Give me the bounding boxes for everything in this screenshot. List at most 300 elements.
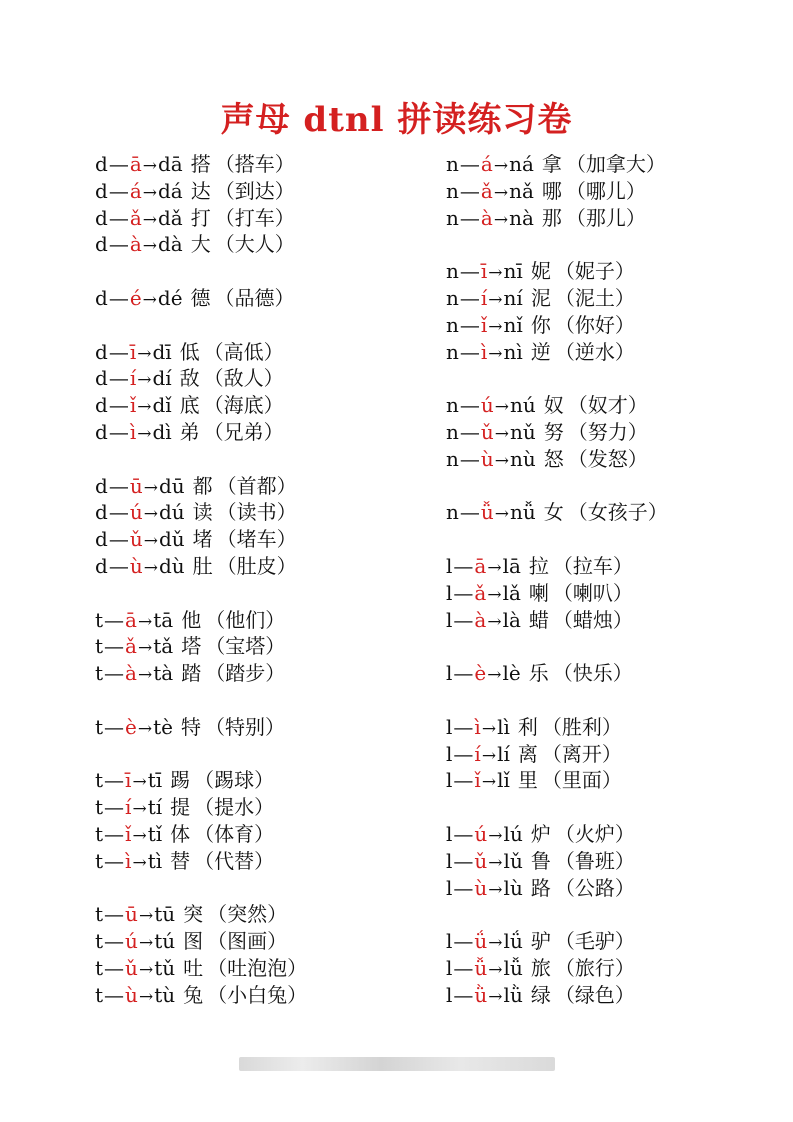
dash-separator: — [453, 768, 474, 793]
syllable-row [95, 982, 307, 1009]
initial-letter: l [446, 741, 453, 766]
dash-separator: — [453, 580, 474, 605]
syllable-row [446, 982, 668, 1009]
example-word: （公路） [554, 875, 635, 900]
hanzi-character: 都 [192, 473, 213, 498]
blurred-footer-watermark [239, 1057, 555, 1071]
tone-vowel: í [480, 285, 488, 310]
syllable-row [446, 955, 668, 982]
dash-separator: — [104, 902, 125, 927]
tone-vowel: í [474, 741, 481, 766]
hanzi-character: 特 [181, 714, 202, 739]
arrow-icon: → [132, 852, 147, 873]
arrow-icon: → [481, 745, 497, 766]
tone-vowel: ǐ [480, 312, 488, 337]
tone-vowel: ǐ [474, 768, 481, 793]
hanzi-character: 打 [190, 205, 211, 230]
pinyin-result: lù [503, 875, 523, 900]
example-word: （提水） [194, 795, 275, 820]
arrow-icon: → [137, 665, 153, 686]
example-word: （泥土） [554, 285, 635, 310]
dash-separator: — [108, 527, 129, 552]
syllable-row [446, 580, 668, 607]
syllable-row [95, 339, 307, 366]
arrow-icon: → [494, 423, 510, 444]
syllable-row [95, 151, 307, 178]
initial-letter: d [95, 366, 108, 391]
example-word: （大人） [214, 232, 295, 257]
pinyin-result: dī [152, 339, 172, 364]
initial-letter: d [95, 232, 108, 257]
arrow-icon: → [137, 423, 152, 444]
initial-letter: d [95, 527, 108, 552]
pinyin-result: tè [153, 714, 174, 739]
arrow-icon: → [137, 397, 152, 418]
example-word: （踏步） [205, 661, 286, 686]
example-word: （到达） [214, 178, 295, 203]
tone-vowel: ú [480, 393, 494, 418]
hanzi-character: 吐 [183, 955, 204, 980]
blank-row [95, 875, 307, 902]
arrow-icon: → [494, 397, 510, 418]
example-word: （里面） [541, 768, 622, 793]
syllable-row [446, 392, 668, 419]
hanzi-character: 图 [183, 929, 204, 954]
tone-vowel: ú [474, 821, 488, 846]
pinyin-result: lì [497, 714, 510, 739]
tone-vowel: é [129, 285, 142, 310]
dash-separator: — [108, 339, 129, 364]
dash-separator: — [108, 152, 129, 176]
initial-letter: t [95, 955, 104, 980]
tone-vowel: ī [129, 339, 137, 364]
hanzi-character: 绿 [530, 982, 551, 1007]
initial-letter: d [95, 178, 108, 203]
hanzi-character: 炉 [530, 821, 551, 846]
tone-vowel: ǚ [480, 500, 494, 525]
initial-letter: n [446, 259, 459, 284]
hanzi-character: 读 [192, 500, 213, 525]
arrow-icon: → [488, 852, 503, 873]
tone-vowel: ǔ [480, 419, 494, 444]
initial-letter: d [95, 500, 108, 525]
hanzi-character: 哪 [541, 178, 562, 203]
hanzi-character: 大 [190, 232, 211, 257]
syllable-row [95, 419, 307, 446]
example-word: （喇叭） [552, 580, 633, 605]
tone-vowel: ū [125, 902, 138, 927]
dash-separator: — [453, 955, 474, 980]
dash-separator: — [453, 982, 474, 1007]
tone-vowel: ǎ [480, 178, 493, 203]
arrow-icon: → [488, 986, 503, 1007]
pinyin-result: là [502, 607, 521, 632]
syllable-row [95, 821, 307, 848]
dash-separator: — [108, 393, 129, 418]
pinyin-result: lǘ [503, 929, 523, 954]
pinyin-result: lú [503, 821, 523, 846]
syllable-row [446, 258, 668, 285]
pinyin-result: dà [158, 232, 183, 257]
hanzi-character: 驴 [530, 929, 551, 954]
arrow-icon: → [132, 772, 147, 793]
arrow-icon: → [488, 825, 503, 846]
pinyin-result: tà [153, 661, 174, 686]
hanzi-character: 奴 [543, 393, 564, 418]
dash-separator: — [108, 205, 129, 230]
pinyin-result: tì [147, 848, 163, 873]
tone-vowel: ì [125, 848, 132, 873]
pinyin-result: nù [510, 446, 536, 471]
dash-separator: — [453, 741, 474, 766]
hanzi-character: 泥 [530, 285, 551, 310]
pinyin-result: nǔ [510, 419, 536, 444]
hanzi-character: 突 [183, 902, 204, 927]
initial-letter: n [446, 312, 459, 337]
tone-vowel: ǐ [125, 821, 132, 846]
pinyin-result: tí [147, 795, 163, 820]
example-word: （读书） [216, 500, 297, 525]
arrow-icon: → [132, 825, 147, 846]
initial-letter: l [446, 580, 453, 605]
example-word: （那儿） [565, 205, 646, 230]
example-word: （兄弟） [203, 419, 284, 444]
syllable-row [95, 499, 307, 526]
example-word: （肚皮） [216, 553, 297, 578]
initial-letter: n [446, 393, 459, 418]
syllable-row [95, 928, 307, 955]
pinyin-result: dé [157, 285, 183, 310]
example-word: （突然） [207, 902, 288, 927]
syllable-row [95, 767, 307, 794]
syllable-row [95, 231, 307, 258]
pinyin-result: tú [154, 929, 176, 954]
hanzi-character: 弟 [179, 419, 200, 444]
blank-row [95, 446, 307, 473]
dash-separator: — [104, 768, 125, 793]
blank-row [446, 231, 668, 258]
example-word: （你好） [554, 312, 635, 337]
dash-separator: — [453, 929, 474, 954]
pinyin-result: nǐ [503, 312, 523, 337]
initial-letter: t [95, 902, 104, 927]
syllable-row [446, 285, 668, 312]
hanzi-character: 底 [179, 393, 200, 418]
dash-separator: — [459, 152, 480, 176]
syllable-row [446, 339, 668, 366]
hanzi-character: 怒 [543, 446, 564, 471]
tone-vowel: ā [129, 152, 142, 176]
pinyin-result: ná [509, 152, 534, 176]
example-word: （吐泡泡） [207, 955, 308, 980]
syllable-row [446, 714, 668, 741]
pinyin-result: dí [152, 366, 172, 391]
dash-separator: — [108, 500, 129, 525]
example-word: （毛驴） [554, 929, 635, 954]
arrow-icon: → [488, 316, 503, 337]
tone-vowel: á [129, 178, 142, 203]
hanzi-character: 拉 [528, 553, 549, 578]
page-title: 声母 dtnl 拼读练习卷 [220, 100, 573, 140]
blank-row [446, 687, 668, 714]
example-word: （火炉） [554, 821, 635, 846]
pinyin-result: dú [158, 500, 185, 525]
arrow-icon: → [493, 156, 509, 176]
tone-vowel: ǚ [474, 955, 488, 980]
tone-vowel: ú [129, 500, 143, 525]
dash-separator: — [104, 848, 125, 873]
initial-letter: t [95, 848, 104, 873]
dash-separator: — [459, 259, 480, 284]
initial-letter: l [446, 955, 453, 980]
initial-letter: n [446, 446, 459, 471]
initial-letter: t [95, 661, 104, 686]
pinyin-result: lǚ [503, 955, 523, 980]
syllable-row [446, 553, 668, 580]
initial-letter: l [446, 929, 453, 954]
arrow-icon: → [137, 638, 153, 659]
initial-letter: d [95, 473, 108, 498]
initial-letter: l [446, 848, 453, 873]
syllable-row [95, 392, 307, 419]
pinyin-result: lí [497, 741, 510, 766]
tone-vowel: à [125, 661, 137, 686]
dash-separator: — [459, 178, 480, 203]
right-column [446, 151, 668, 1009]
syllable-row [446, 151, 668, 178]
syllable-row [95, 848, 307, 875]
dash-separator: — [104, 661, 125, 686]
dash-separator: — [104, 821, 125, 846]
left-column [95, 151, 307, 1009]
tone-vowel: à [474, 607, 487, 632]
syllable-row [95, 473, 307, 500]
dash-separator: — [459, 205, 480, 230]
example-word: （打车） [214, 205, 295, 230]
pinyin-result: lǎ [502, 580, 521, 605]
syllable-row [95, 553, 307, 580]
dash-separator: — [104, 634, 125, 659]
blank-row [446, 473, 668, 500]
tone-vowel: ǔ [129, 527, 143, 552]
pinyin-result: lǜ [503, 982, 523, 1007]
pinyin-result: dá [158, 178, 183, 203]
arrow-icon: → [143, 557, 158, 578]
initial-letter: l [446, 768, 453, 793]
syllable-row [446, 741, 668, 768]
example-word: （快乐） [552, 661, 633, 686]
tone-vowel: ī [125, 768, 132, 793]
hanzi-character: 兔 [183, 982, 204, 1007]
initial-letter: n [446, 419, 459, 444]
example-word: （蜡烛） [552, 607, 633, 632]
blank-row [446, 633, 668, 660]
pinyin-result: dù [158, 553, 185, 578]
initial-letter: n [446, 339, 459, 364]
pinyin-result: lā [502, 553, 521, 578]
tone-vowel: ì [474, 714, 481, 739]
hanzi-character: 踏 [181, 661, 202, 686]
tone-vowel: ì [480, 339, 488, 364]
hanzi-character: 利 [517, 714, 538, 739]
arrow-icon: → [488, 879, 503, 900]
hanzi-character: 那 [541, 205, 562, 230]
example-word: （高低） [203, 339, 284, 364]
blank-row [95, 580, 307, 607]
tone-vowel: ù [125, 982, 138, 1007]
hanzi-character: 旅 [530, 955, 551, 980]
arrow-icon: → [487, 611, 502, 632]
example-word: （敌人） [203, 366, 284, 391]
dash-separator: — [459, 285, 480, 310]
example-word: （宝塔） [205, 634, 286, 659]
pinyin-result: lǔ [503, 848, 523, 873]
example-word: （努力） [567, 419, 648, 444]
initial-letter: l [446, 607, 453, 632]
hanzi-character: 提 [170, 795, 191, 820]
initial-letter: d [95, 285, 108, 310]
arrow-icon: → [488, 343, 503, 364]
tone-vowel: à [129, 232, 142, 257]
arrow-icon: → [138, 906, 154, 927]
tone-vowel: ù [129, 553, 143, 578]
tone-vowel: í [129, 366, 137, 391]
dash-separator: — [104, 982, 125, 1007]
pinyin-result: tǐ [147, 821, 163, 846]
hanzi-character: 搭 [190, 152, 211, 176]
hanzi-character: 替 [170, 848, 191, 873]
syllable-row [95, 794, 307, 821]
dash-separator: — [453, 661, 474, 686]
syllable-row [95, 714, 307, 741]
dash-separator: — [459, 339, 480, 364]
dash-separator: — [459, 446, 480, 471]
arrow-icon: → [138, 933, 154, 954]
tone-vowel: ǎ [125, 634, 137, 659]
dash-separator: — [453, 848, 474, 873]
example-word: （哪儿） [565, 178, 646, 203]
example-word: （搭车） [214, 152, 295, 176]
tone-vowel: ù [474, 875, 488, 900]
dash-separator: — [104, 607, 125, 632]
arrow-icon: → [494, 450, 510, 471]
arrow-icon: → [142, 156, 157, 176]
initial-letter: d [95, 419, 108, 444]
blank-row [446, 526, 668, 553]
initial-letter: d [95, 205, 108, 230]
example-word: （鲁班） [554, 848, 635, 873]
syllable-row [446, 446, 668, 473]
pinyin-result: dǔ [158, 527, 185, 552]
pinyin-result: dǎ [158, 205, 183, 230]
example-word: （奴才） [567, 393, 648, 418]
blank-row [446, 365, 668, 392]
tone-vowel: í [125, 795, 132, 820]
arrow-icon: → [493, 209, 509, 230]
tone-vowel: ǐ [129, 393, 137, 418]
hanzi-character: 他 [181, 607, 202, 632]
syllable-row [95, 955, 307, 982]
syllable-row [446, 607, 668, 634]
hanzi-character: 拿 [541, 152, 562, 176]
arrow-icon: → [132, 799, 147, 820]
dash-separator: — [453, 821, 474, 846]
tone-vowel: ì [129, 419, 137, 444]
hanzi-character: 喇 [528, 580, 549, 605]
pinyin-result: tù [154, 982, 176, 1007]
arrow-icon: → [493, 182, 509, 203]
arrow-icon: → [137, 718, 153, 739]
arrow-icon: → [488, 933, 503, 954]
hanzi-character: 你 [530, 312, 551, 337]
tone-vowel: è [474, 661, 487, 686]
example-word: （逆水） [554, 339, 635, 364]
dash-separator: — [453, 714, 474, 739]
pinyin-result: nì [503, 339, 523, 364]
arrow-icon: → [481, 772, 497, 793]
arrow-icon: → [143, 477, 158, 498]
syllable-row [446, 848, 668, 875]
pinyin-result: tī [147, 768, 163, 793]
example-word: （加拿大） [565, 152, 666, 176]
tone-vowel: ǔ [125, 955, 138, 980]
initial-letter: t [95, 929, 104, 954]
dash-separator: — [108, 366, 129, 391]
example-word: （首都） [216, 473, 297, 498]
blank-row [95, 741, 307, 768]
pinyin-result: tǎ [153, 634, 174, 659]
dash-separator: — [108, 285, 129, 310]
dash-separator: — [459, 312, 480, 337]
dash-separator: — [104, 714, 125, 739]
arrow-icon: → [487, 665, 502, 686]
blank-row [95, 312, 307, 339]
arrow-icon: → [137, 611, 153, 632]
hanzi-character: 女 [543, 500, 564, 525]
initial-letter: d [95, 152, 108, 176]
syllable-row [95, 365, 307, 392]
pinyin-result: tā [153, 607, 174, 632]
initial-letter: l [446, 661, 453, 686]
example-word: （离开） [541, 741, 622, 766]
dash-separator: — [453, 553, 474, 578]
blank-row [446, 794, 668, 821]
tone-vowel: ā [125, 607, 137, 632]
hanzi-character: 敌 [179, 366, 200, 391]
initial-letter: l [446, 714, 453, 739]
example-word: （女孩子） [567, 500, 668, 525]
tone-vowel: ī [480, 259, 488, 284]
hanzi-character: 堵 [192, 527, 213, 552]
syllable-row [95, 607, 307, 634]
initial-letter: t [95, 795, 104, 820]
arrow-icon: → [487, 584, 502, 605]
hanzi-character: 妮 [530, 259, 551, 284]
syllable-row [95, 205, 307, 232]
syllable-row [446, 499, 668, 526]
arrow-icon: → [138, 986, 154, 1007]
hanzi-character: 乐 [528, 661, 549, 686]
example-word: （特别） [205, 714, 286, 739]
dash-separator: — [108, 178, 129, 203]
example-word: （海底） [203, 393, 284, 418]
initial-letter: n [446, 500, 459, 525]
hanzi-character: 达 [190, 178, 211, 203]
dash-separator: — [459, 419, 480, 444]
pinyin-result: lè [502, 661, 521, 686]
example-word: （旅行） [554, 955, 635, 980]
tone-vowel: ù [480, 446, 494, 471]
